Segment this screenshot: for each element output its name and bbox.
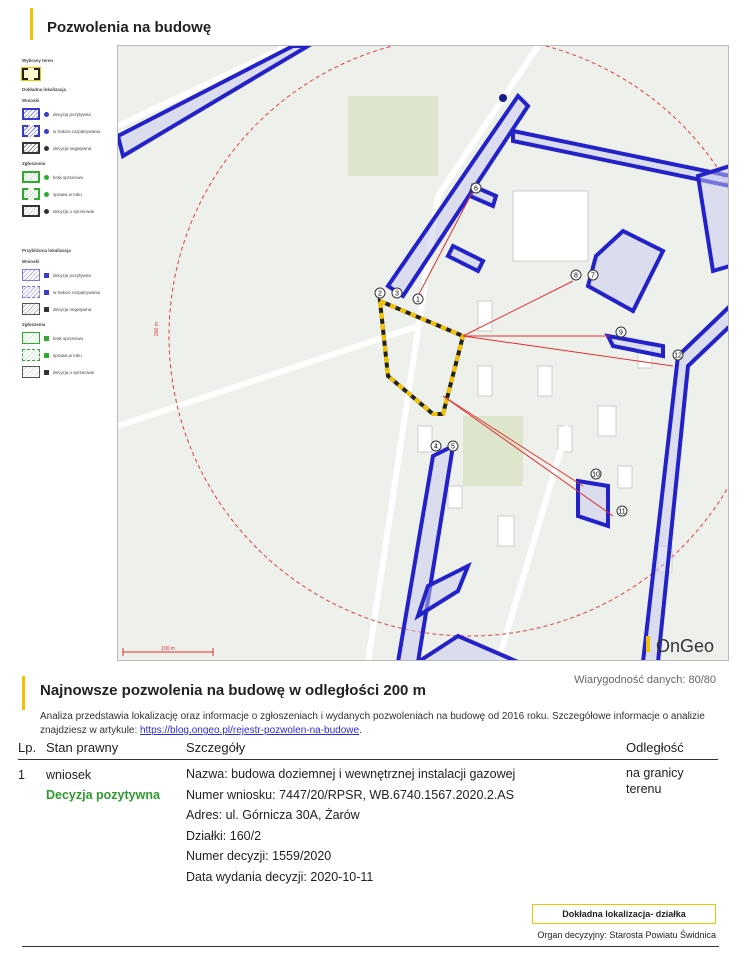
description-text: Analiza przedstawia lokalizację oraz informacje o zgłoszeniach i wydanych pozwoleniach na budowę od 2016 roku. Szczegółowe informacje o analizie znajdziesz w artykule:: [40, 711, 705, 736]
point-marker: [499, 94, 507, 102]
header-details: Szczegóły: [186, 740, 246, 755]
header-distance: Odległość: [626, 740, 684, 755]
row-number: 1: [18, 768, 25, 782]
legend-item: brak sprzeciwu: [53, 335, 84, 341]
legend-item: decyzja negatywna: [53, 306, 92, 312]
header-status: Stan prawny: [46, 740, 119, 755]
section-description: Analiza przedstawia lokalizację oraz informacje o zgłoszeniach i wydanych pozwoleniach na budowę od 2016 roku. Szczegółowe informacje o analizie znajdziesz w artykule: https://blog.ongeo.pl/rejestr-pozwolen-na-budowe.: [40, 711, 705, 736]
detail-line: Działki: 160/2: [186, 828, 262, 843]
legend-section: Dokładna lokalizacja: [22, 87, 67, 92]
svg-text:10: 10: [592, 471, 600, 479]
map-view[interactable]: [117, 45, 729, 661]
svg-text:2: 2: [378, 290, 382, 298]
ongeo-logo: OnGeo: [656, 636, 715, 656]
header-lp: Lp.: [18, 740, 37, 755]
legend-item: decyzja negatywna: [53, 145, 92, 151]
svg-text:3: 3: [395, 290, 399, 298]
article-link[interactable]: https://blog.ongeo.pl/rejestr-pozwolen-na-budowe: [140, 725, 360, 736]
radius-label: 200 m: [154, 322, 160, 336]
svg-text:9: 9: [619, 329, 623, 337]
detail-line: Numer decyzji: 1559/2020: [186, 849, 332, 863]
table-header: [18, 740, 718, 760]
detail-line: Adres: ul. Górnicza 30A, Żarów: [186, 808, 360, 822]
legend-item: brak sprzeciwu: [53, 174, 84, 180]
scale-label: 100 m: [161, 646, 175, 652]
detail-line: Numer wniosku: 7447/20/RPSR, WB.6740.1567.2020.2.AS: [186, 787, 514, 802]
row-details: [186, 764, 515, 887]
legend-subtitle: Wnioski: [22, 98, 40, 103]
svg-text:8: 8: [574, 272, 578, 280]
svg-text:5: 5: [451, 443, 455, 451]
row-distance: na granicy terenu: [626, 766, 684, 796]
legend-item: decyzja o sprzeciwie: [53, 369, 95, 375]
section-title: Najnowsze pozwolenia na budowę w odległości 200 m: [22, 676, 426, 710]
legend-item: w trakcie rozpatrywania: [53, 289, 101, 295]
decision-authority: Organ decyzyjny: Starosta Powiatu Świdnica: [537, 930, 716, 940]
detail-line: Data wydania decyzji: 2020-10-11: [186, 869, 374, 884]
page-title: Pozwolenia na budowę: [30, 8, 211, 40]
ongeo-logo-icon: [646, 636, 650, 652]
legend-item: w trakcie rozpatrywania: [53, 128, 101, 134]
legend-item: sprawa w toku: [53, 352, 82, 358]
row-status: wniosek: [46, 768, 92, 782]
legend-section: Przybliżona lokalizacja: [22, 248, 71, 253]
svg-text:7: 7: [591, 272, 595, 280]
decision-label: Decyzja pozytywna: [46, 788, 160, 802]
svg-text:6: 6: [474, 185, 478, 193]
green-area: [348, 96, 438, 176]
data-reliability: Wiarygodność danych: 80/80: [574, 674, 716, 686]
svg-text:4: 4: [434, 443, 438, 451]
legend-item: sprawa w toku: [53, 191, 82, 197]
svg-text:11: 11: [618, 508, 626, 516]
legend-subtitle: Zgłoszenia: [22, 161, 46, 166]
legend-title: Wybrany teren: [22, 58, 54, 63]
divider: [22, 946, 719, 947]
legend-item: decyzja o sprzeciwie: [53, 208, 95, 214]
legend-subtitle: Wnioski: [22, 259, 40, 264]
detail-line: Nazwa: budowa doziemnej i wewnętrznej instalacji gazowej: [186, 767, 516, 781]
legend-item: decyzja pozytywna: [53, 111, 91, 117]
legend-item: decyzja pozytywna: [53, 272, 91, 278]
svg-text:1: 1: [416, 296, 420, 304]
selected-area-swatch: [22, 68, 40, 80]
green-area: [463, 416, 523, 486]
svg-text:12: 12: [674, 352, 682, 360]
map-legend: [22, 52, 114, 382]
location-badge: Dokładna lokalizacja- działka: [532, 904, 716, 924]
legend-subtitle: Zgłoszenia: [22, 322, 46, 327]
